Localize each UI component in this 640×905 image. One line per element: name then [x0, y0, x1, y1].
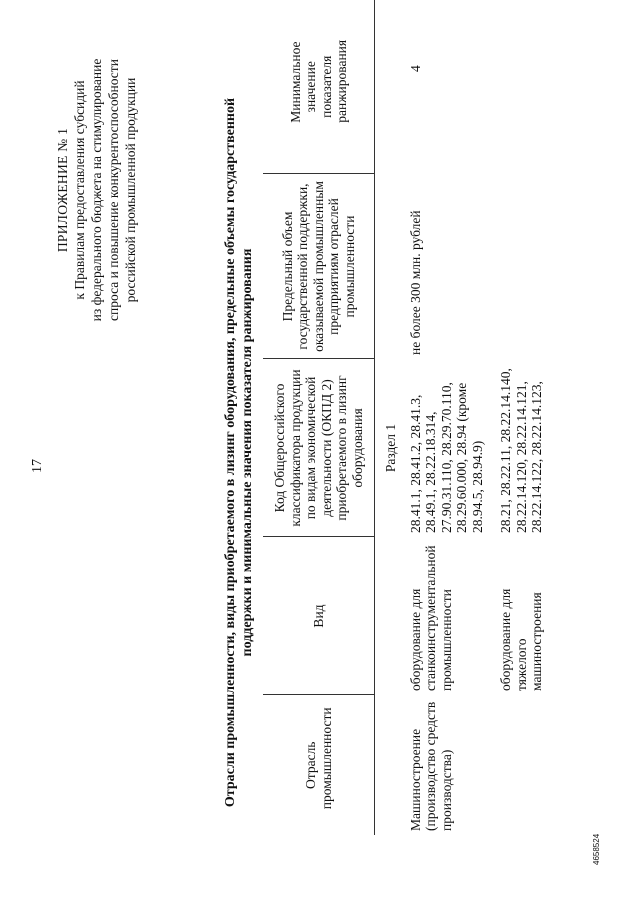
table-row: [405, 0, 496, 835]
appendix-title: ПРИЛОЖЕНИЕ № 1: [55, 127, 70, 253]
header-volume: Предельный объем государственной поддержки, оказываемой промышленным предприятиям отраслей промышленности: [263, 174, 375, 359]
page-number: 17: [30, 459, 45, 473]
document-stamp: 4658524: [592, 833, 601, 865]
table-header-row: [263, 0, 375, 835]
appendix-line: российской промышленной продукции: [123, 77, 138, 303]
header-industry: Отрасль промышленности: [263, 695, 375, 835]
cell-volume: [495, 174, 555, 359]
heading-line: поддержки и минимальные значения показателя ранжирования: [240, 248, 255, 657]
heading-line: Отрасли промышленности, виды приобретаемого в лизинг оборудования, предельные объемы государственной: [223, 97, 238, 808]
section-row: [375, 0, 405, 835]
table-heading: [222, 0, 256, 905]
cell-type: оборудование для тяжелого машиностроения: [498, 588, 544, 691]
section-title: Раздел 1: [383, 423, 398, 473]
cell-code: 28.41.1, 28.41.2, 28.41.3, 28.49.1, 28.22.18.314, 27.90.31.110, 28.29.70.110, 28.29.60.000, 28.94 (кроме 28.94.5, 28.94.9): [407, 382, 485, 533]
cell-rank: 4: [407, 65, 423, 72]
cell-industry: Машиностроение (производство средств производства): [407, 701, 454, 831]
header-code: Код Общероссийского классификатора продукции по видам экономической деятельности (ОКПД 2) приобретаемого в лизинг оборудования: [263, 359, 375, 537]
appendix-block: [54, 10, 139, 370]
appendix-line: спроса и повышение конкурентоспособности: [106, 59, 121, 321]
header-type: Вид: [263, 537, 375, 695]
cell-volume: не более 300 млн. рублей: [407, 210, 423, 355]
appendix-line: к Правилам предоставления субсидий: [72, 80, 87, 300]
header-rank: Минимальное значение показателя ранжирования: [263, 0, 375, 174]
cell-code: 28.21, 28.22.11, 28.22.14.140, 28.22.14.120, 28.22.14.121, 28.22.14.122, 28.22.14.123,: [498, 368, 544, 533]
appendix-line: из федерального бюджета на стимулирование: [89, 58, 104, 322]
table-row: [495, 0, 555, 835]
cell-rank: [495, 0, 555, 174]
industry-table: [263, 0, 555, 835]
cell-type: оборудование для станкоинструментальной промышленности: [407, 545, 454, 691]
cell-industry: [495, 695, 555, 835]
